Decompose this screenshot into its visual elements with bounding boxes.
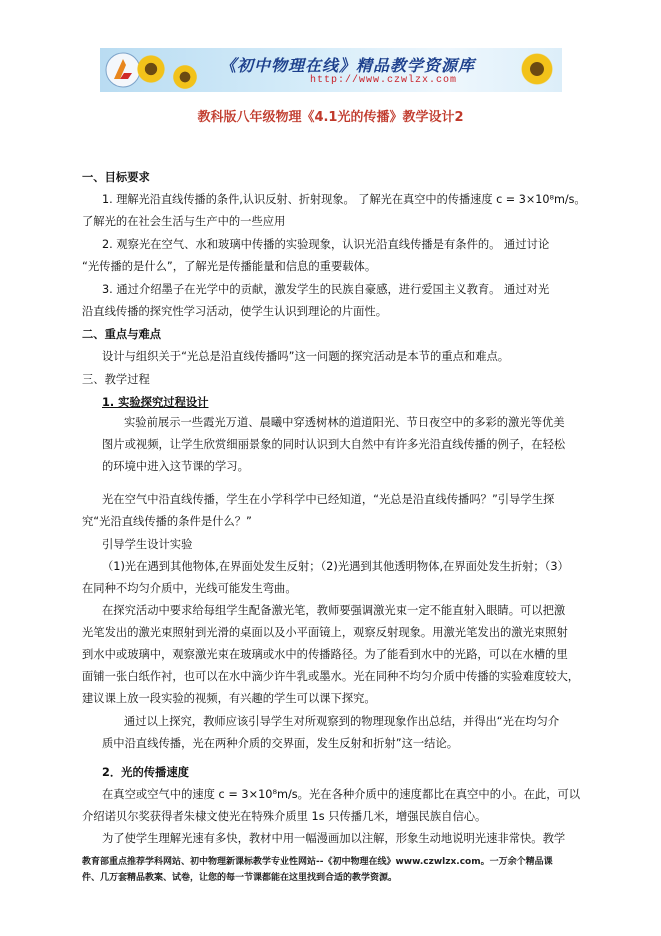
- paragraph: 设计与组织关于“光总是沿直线传播吗”这一问题的探究活动是本节的重点和难点。: [102, 350, 510, 363]
- paragraph: 沿直线传播的探究性学习活动，使学生认识到理论的片面性。: [82, 305, 388, 318]
- paragraph: “光传播的是什么”，了解光是传播能量和信息的重要载体。: [82, 260, 377, 273]
- paragraph: 1. 理解光沿直线传播的条件,认识反射、折射现象。 了解光在真空中的传播速度 c = 3×10⁸m/s。: [102, 193, 586, 206]
- sunflower-icon: [520, 52, 554, 86]
- banner-url[interactable]: http://www.czwlzx.com: [310, 75, 458, 86]
- paragraph: 为了使学生理解光速有多快，教材中用一幅漫画加以注解，形象生动地说明光速非常快。教学: [102, 832, 566, 845]
- paragraph: 在真空或空气中的速度 c = 3×10⁸m/s。光在各种介质中的速度都比在真空中的小。在此，可以: [102, 788, 581, 801]
- paragraph: 图片或视频，让学生欣赏细丽景象的同时认识到大自然中有许多光沿直线传播的例子，在轻松: [102, 438, 566, 451]
- section-heading-process: 三、教学过程: [82, 373, 150, 386]
- header-banner: [100, 48, 562, 92]
- paragraph: 引导学生设计实验: [102, 538, 193, 551]
- paragraph: 介绍诺贝尔奖获得者朱棣文使光在特殊介质里 1s 只传播几米，增强民族自信心。: [82, 810, 487, 823]
- section-heading-keypoints: 二、重点与难点: [82, 328, 162, 341]
- paragraph: 实验前展示一些霞光万道、晨曦中穿透树林的道道阳光、节日夜空中的多彩的激光等优美: [124, 416, 565, 429]
- paragraph: 了解光的在社会生活与生产中的一些应用: [82, 215, 286, 228]
- paragraph: 究“光沿直线传播的条件是什么？”: [82, 515, 252, 528]
- paragraph: 通过以上探究，教师应该引导学生对所观察到的物理现象作出总结，并得出“光在均匀介: [124, 715, 560, 728]
- paragraph: 光在空气中沿直线传播，学生在小学科学中已经知道，“光总是沿直线传播吗？”引导学生探: [102, 493, 555, 506]
- paragraph: 质中沿直线传播，光在两种介质的交界面，发生反射和折射”这一结论。: [102, 737, 459, 750]
- paragraph: 在同种不均匀介质中，光线可能发生弯曲。: [82, 582, 297, 595]
- paragraph: 在探究活动中要求给每组学生配备激光笔，教师要强调激光束一定不能直射入眼睛。可以把激: [102, 604, 566, 617]
- paragraph: 光笔发出的激光束照射到光滑的桌面以及小平面镜上，观察反射现象。用激光笔发出的激光束照射: [82, 626, 568, 639]
- section-heading-goals: 一、目标要求: [82, 171, 150, 184]
- sunflower-icon: [172, 64, 198, 90]
- document-title: 教科版八年级物理《4.1光的传播》教学设计2: [197, 110, 464, 125]
- paragraph: 到水中或玻璃中，观察激光束在玻璃或水中的传播路径。为了能看到水中的光路，可以在水槽的里: [82, 648, 568, 661]
- subsection-heading-speed: 2．光的传播速度: [102, 766, 189, 779]
- paragraph: 的环境中进入这节课的学习。: [102, 460, 249, 473]
- page-footer: [82, 854, 582, 886]
- paragraph: 2. 观察光在空气、水和玻璃中传播的实验现象，认识光沿直线传播是有条件的。 通过讨论: [102, 238, 550, 251]
- footer-line: 教育部重点推荐学科网站、初中物理新课标教学专业性网站--《初中物理在线》www.czwlzx.com。一万余个精品课: [82, 857, 553, 867]
- sunflower-icon: [136, 54, 166, 84]
- subsection-heading-experiment: 1. 实验探究过程设计: [102, 396, 209, 409]
- paragraph: 面铺一张白纸作衬，也可以在水中滴少许牛乳或墨水。光在同种不均匀介质中传播的实验难度较大，: [82, 670, 580, 683]
- footer-line: 件、几万套精品教案、试卷，让您的每一节课都能在这里找到合适的教学资源。: [82, 873, 398, 883]
- paragraph: （1)光在遇到其他物体,在界面处发生反射；（2)光遇到其他透明物体,在界面处发生折射；（3）: [102, 560, 569, 573]
- banner-title: 《初中物理在线》精品教学资源库: [220, 56, 476, 75]
- paragraph: 建议课上放一段实验的视频，有兴趣的学生可以课下探究。: [82, 692, 376, 705]
- paragraph: 3. 通过介绍墨子在光学中的贡献，激发学生的民族自豪感，进行爱国主义教育。 通过对光: [102, 283, 550, 296]
